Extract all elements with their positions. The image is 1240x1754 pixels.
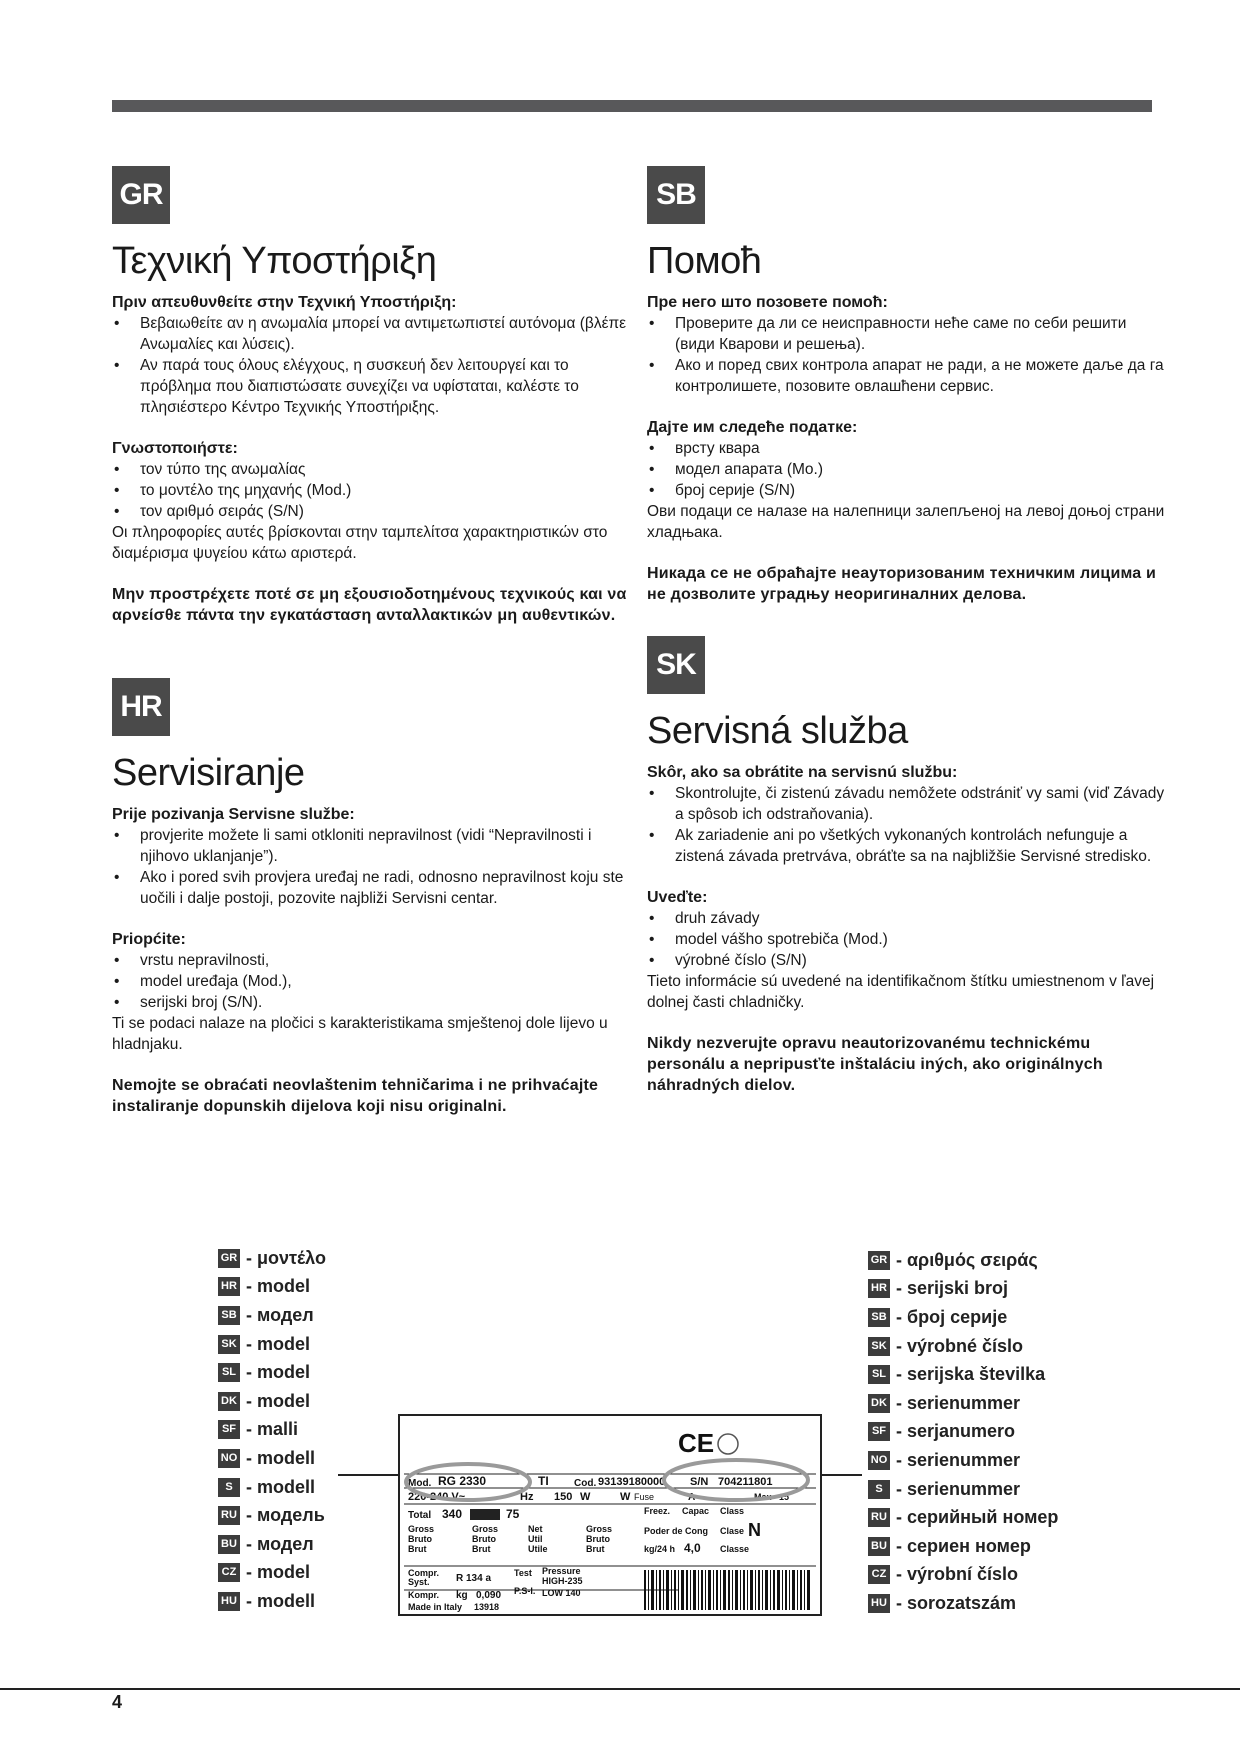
language-code: NO [868, 1451, 890, 1470]
model-label: - modell [246, 1476, 316, 1497]
net-label: Utile [528, 1544, 548, 1554]
model-label: - model [246, 1562, 311, 1583]
model-label: - modell [246, 1590, 316, 1611]
language-badge-sk: SK [647, 636, 705, 694]
total-label: Total [408, 1510, 432, 1521]
gross-label: Gross [586, 1524, 613, 1534]
before-heading-hr: Prije pozivanja Servisne službe: [112, 806, 355, 823]
gross-label: Brut [586, 1544, 605, 1554]
serial-label-row [868, 1475, 1058, 1504]
model-label: - μοντέλο [246, 1247, 326, 1268]
model-label: - model [246, 1333, 311, 1354]
serial-label-row [868, 1389, 1058, 1418]
language-code: SF [868, 1422, 890, 1441]
notify-heading-sb: Дајте им следеће податке: [647, 419, 858, 436]
notify-item: • vrstu nepravilnosti, [112, 950, 632, 971]
serial-label: - serjanumero [896, 1421, 1016, 1442]
rating-plate [398, 1414, 822, 1616]
language-code: SK [218, 1335, 240, 1354]
model-label-row [218, 1301, 326, 1330]
model-label-row [218, 1444, 326, 1473]
section-sb [647, 166, 1167, 605]
gross-label: Brut [408, 1544, 427, 1554]
gross-label: Gross [472, 1524, 499, 1534]
serial-label: - serienummer [896, 1478, 1021, 1499]
kg24-value: 4,0 [684, 1541, 701, 1555]
top-rule [112, 100, 1152, 112]
total-value: 340 [442, 1507, 463, 1521]
serial-label: - sorozatszám [896, 1592, 1017, 1613]
serial-leader-line [818, 1474, 862, 1476]
max-value: 15 [779, 1492, 790, 1502]
amp-label: A [688, 1492, 696, 1503]
language-code: DK [218, 1392, 240, 1411]
stars-icon [470, 1509, 500, 1520]
model-label: - malli [246, 1419, 299, 1440]
language-code: GR [218, 1249, 240, 1268]
ce-mark: CE [678, 1428, 715, 1458]
mod-label: Mod. [408, 1478, 432, 1489]
model-label-row [218, 1530, 326, 1559]
language-code: S [218, 1478, 240, 1497]
language-code: RU [868, 1508, 890, 1527]
mod-value: RG 2330 [438, 1474, 487, 1488]
bullet-item: • provjerite možete li sami otkloniti nepravilnost (vidi “Nepravilnosti i njihovo uklanjanje”). [112, 825, 632, 867]
bullet-list-sb [647, 313, 1167, 397]
watts-unit-2: W [620, 1491, 631, 1503]
notify-list-sk [647, 908, 1167, 971]
bullet-item: • Ak zariadenie ani po všetkých vykonaných kontrolách nefunguje a zistená závada pretrváva, obráťte sa na najbližšie Servisné stredisko. [647, 825, 1167, 867]
sn-label: S/N [690, 1476, 709, 1488]
language-badge-gr: GR [112, 166, 170, 224]
serial-label: - сериен номер [896, 1535, 1031, 1556]
language-code: S [868, 1480, 890, 1499]
notify-item: • serijski broj (S/N). [112, 992, 632, 1013]
model-label-row [218, 1501, 326, 1530]
serial-label-row [868, 1589, 1058, 1618]
high-value: HIGH-235 [542, 1576, 583, 1586]
psi-label: P.S-I. [514, 1586, 536, 1596]
model-label-row [218, 1358, 326, 1387]
notify-item: • врсту квара [647, 438, 1167, 459]
warning-text-sb: Никада се не обраћајте неауторизованим техничким лицима и не дозволите уградњу неоригиналних делова. [647, 565, 1157, 603]
language-code: SK [868, 1337, 890, 1356]
model-label-row [218, 1587, 326, 1616]
made-code: 13918 [474, 1602, 500, 1612]
sn-value: 704211801 [718, 1476, 773, 1488]
bullet-item: • Αν παρά τους όλους ελέγχους, η συσκευή δεν λειτουργεί και το πρόβλημα που διαπιστώσατε συνεχίζει να υφίσταται, καλέστε το πλησιέστερο Κέντρο Τεχνικής Υποστήριξης. [112, 355, 632, 418]
poder-label: Poder de Cong [644, 1526, 709, 1536]
model-label: - model [246, 1362, 311, 1383]
model-label-list [218, 1244, 326, 1616]
language-code: SF [218, 1420, 240, 1439]
gross-label: Gross [408, 1524, 435, 1534]
stars-value: 75 [506, 1507, 520, 1521]
cod-value: 93139180000 [598, 1476, 666, 1488]
serial-label-row [868, 1275, 1058, 1304]
model-label: - model [246, 1390, 311, 1411]
notify-item: • τον αριθμό σειράς (S/N) [112, 501, 632, 522]
model-leader-line [338, 1474, 402, 1476]
bullet-list-gr [112, 313, 632, 418]
language-code: BU [868, 1537, 890, 1556]
before-heading-sb: Пре него што позовете помоћ: [647, 294, 888, 311]
language-code: SL [218, 1363, 240, 1382]
serial-label: - výrobné číslo [896, 1335, 1024, 1356]
notify-item: • τον τύπο της ανωμαλίας [112, 459, 632, 480]
before-heading-sk: Skôr, ako sa obrátite na servisnú službu: [647, 764, 958, 781]
serial-label-row [868, 1532, 1058, 1561]
serial-label-list [868, 1246, 1058, 1618]
ti-label: TI [538, 1474, 549, 1488]
serial-label-row [868, 1561, 1058, 1590]
model-label-row [218, 1416, 326, 1445]
before-heading-gr: Πριν απευθυνθείτε στην Τεχνική Υποστήριξη: [112, 294, 457, 311]
notify-list-sb [647, 438, 1167, 501]
notify-item: • το μοντέλο της μηχανής (Mod.) [112, 480, 632, 501]
section-title-gr: Τεχνική Υποστήριξη [112, 240, 437, 282]
notify-list-gr [112, 459, 632, 522]
language-code: SB [868, 1308, 890, 1327]
notify-list-hr [112, 950, 632, 1013]
serial-label: - αριθμός σειράς [896, 1249, 1038, 1270]
info-text-hr: Ti se podaci nalaze na pločici s karakteristikama smještenoj dole lijevo u hladnjaku. [112, 1015, 608, 1053]
kg-label: kg [456, 1590, 468, 1601]
model-label: - модель [246, 1505, 325, 1526]
gross-label: Bruto [408, 1534, 432, 1544]
notify-item: • výrobné číslo (S/N) [647, 950, 1167, 971]
bullet-item: • Ako i pored svih provjera uređaj ne radi, odnosno nepravilnost koju ste uočili i dalje postoji, pozovite najbliži Servisni centar. [112, 867, 632, 909]
bullet-list-sk [647, 783, 1167, 867]
model-label-row [218, 1330, 326, 1359]
language-code: HU [218, 1592, 240, 1611]
gross-label: Bruto [586, 1534, 610, 1544]
serial-label: - serijska številka [896, 1364, 1046, 1385]
pressure-label: Pressure [542, 1566, 581, 1576]
language-badge-hr: HR [112, 678, 170, 736]
refrigerant-value: R 134 a [456, 1573, 492, 1584]
model-label-row [218, 1559, 326, 1588]
gross-label: Brut [472, 1544, 491, 1554]
capac-label: Capac [682, 1506, 710, 1516]
language-code: BU [218, 1535, 240, 1554]
notify-item: • модел апарата (Mo.) [647, 459, 1167, 480]
language-code: NO [218, 1449, 240, 1468]
language-code: SB [218, 1306, 240, 1325]
language-code: GR [868, 1251, 890, 1270]
model-label-row [218, 1387, 326, 1416]
model-label-row [218, 1244, 326, 1273]
notify-item: • model vášho spotrebiča (Mod.) [647, 929, 1167, 950]
model-label: - модел [246, 1304, 314, 1325]
hz-label: Hz [520, 1491, 534, 1503]
fuse-label: Fuse [634, 1492, 655, 1502]
clase-label: Clase [720, 1526, 745, 1536]
section-gr [112, 166, 632, 626]
serial-label: - serienummer [896, 1449, 1021, 1470]
info-text-gr: Οι πληροφορίες αυτές βρίσκονται στην ταμπελίτσα χαρακτηριστικών στο διαμέρισμα ψυγείου κάτω αριστερά. [112, 524, 608, 562]
serial-label-row [868, 1418, 1058, 1447]
charge-value: 0,090 [476, 1590, 502, 1601]
serial-label-row [868, 1446, 1058, 1475]
kg24-label: kg/24 h [644, 1544, 676, 1554]
bullet-item: • Skontrolujte, či zistenú závadu nemôžete odstrániť vy sami (viď Závady a spôsob ich odstraňovania). [647, 783, 1167, 825]
language-code: CZ [868, 1565, 890, 1584]
notify-heading-hr: Priopćite: [112, 931, 186, 948]
freez-label: Freez. [644, 1506, 671, 1516]
serial-label: - serienummer [896, 1392, 1021, 1413]
notify-item: • број серије (S/N) [647, 480, 1167, 501]
serial-label-row [868, 1503, 1058, 1532]
watts-value: 150 [554, 1491, 573, 1503]
language-code: SL [868, 1365, 890, 1384]
section-title-sk: Servisná služba [647, 710, 908, 752]
bullet-item: • Проверите да ли се неисправности неће саме по себи решити (види Кварови и решења). [647, 313, 1167, 355]
notify-heading-gr: Γνωστοποιήστε: [112, 440, 238, 457]
net-label: Net [528, 1524, 543, 1534]
language-code: DK [868, 1394, 890, 1413]
serial-label-row [868, 1246, 1058, 1275]
compr-label: Compr. [408, 1568, 440, 1578]
serial-label: - број серије [896, 1306, 1008, 1327]
language-code: HR [868, 1279, 890, 1298]
warning-text-sk: Nikdy nezverujte opravu neautorizovanému technickému personálu a nepripusťte inštaláciu iných, ako originálnych náhradných dielov. [647, 1035, 1103, 1094]
info-text-sb: Ови подаци се налазе на налепници залепљеној на левој доњој страни хладњака. [647, 503, 1165, 541]
notify-item: • druh závady [647, 908, 1167, 929]
language-code: CZ [218, 1563, 240, 1582]
net-label: Util [528, 1534, 543, 1544]
language-badge-sb: SB [647, 166, 705, 224]
language-code: RU [218, 1506, 240, 1525]
watts-unit: W [580, 1491, 591, 1503]
section-sk [647, 636, 1167, 1096]
model-label: - модел [246, 1533, 314, 1554]
section-title-sb: Помоћ [647, 240, 762, 282]
test-label: Test [514, 1568, 532, 1578]
notify-heading-sk: Uveďte: [647, 889, 708, 906]
serial-label: - výrobní číslo [896, 1564, 1019, 1585]
cod-label: Cod. [574, 1478, 597, 1489]
classe-label: Classe [720, 1544, 750, 1554]
model-label-row [218, 1273, 326, 1302]
voltage-value: 220-240 V~ [408, 1491, 466, 1503]
language-code: HR [218, 1277, 240, 1296]
clase-value: N [748, 1520, 761, 1540]
page-number: 4 [112, 1692, 123, 1712]
info-text-sk: Tieto informácie sú uvedené na identifikačnom štítku umiestnenom v ľavej dolnej časti chladničky. [647, 973, 1155, 1011]
serial-label-row [868, 1360, 1058, 1389]
made-in-label: Made in Italy [408, 1602, 463, 1612]
model-label: - model [246, 1276, 311, 1297]
model-label-row [218, 1473, 326, 1502]
model-label: - modell [246, 1447, 316, 1468]
compr-label: Syst. [408, 1577, 430, 1587]
warning-text-gr: Μην προστρέχετε ποτέ σε μη εξουσιοδοτημένους τεχνικούς και να αρνείσθε πάντα την εγκατάσταση ανταλλακτικών μη αυθεντικών. [112, 586, 627, 624]
bullet-item: • Βεβαιωθείτε αν η ανωμαλία μπορεί να αντιμετωπιστεί αυτόνομα (βλέπε Ανωμαλίες και λύσεις). [112, 313, 632, 355]
serial-label: - серийный номер [896, 1507, 1059, 1528]
bullet-item: • Ако и поред свих контрола апарат не ради, а не можете даље да га контролишете, позовите овлашћени сервис. [647, 355, 1167, 397]
language-code: HU [868, 1594, 890, 1613]
section-title-hr: Servisiranje [112, 752, 305, 794]
warning-text-hr: Nemojte se obraćati neovlaštenim tehničarima i ne prihvaćajte instaliranje dopunskih dijelova koji nisu originalni. [112, 1077, 599, 1115]
compr-label: Kompr. [408, 1590, 440, 1600]
section-hr [112, 678, 632, 1117]
bullet-list-hr [112, 825, 632, 909]
notify-item: • model uređaja (Mod.), [112, 971, 632, 992]
bottom-rule [0, 1688, 1240, 1690]
serial-label: - serijski broj [896, 1278, 1009, 1299]
class-word: Class [720, 1506, 745, 1516]
low-value: LOW 140 [542, 1588, 581, 1598]
serial-label-row [868, 1332, 1058, 1361]
max-label: Max [754, 1492, 772, 1502]
serial-label-row [868, 1303, 1058, 1332]
gross-label: Bruto [472, 1534, 496, 1544]
